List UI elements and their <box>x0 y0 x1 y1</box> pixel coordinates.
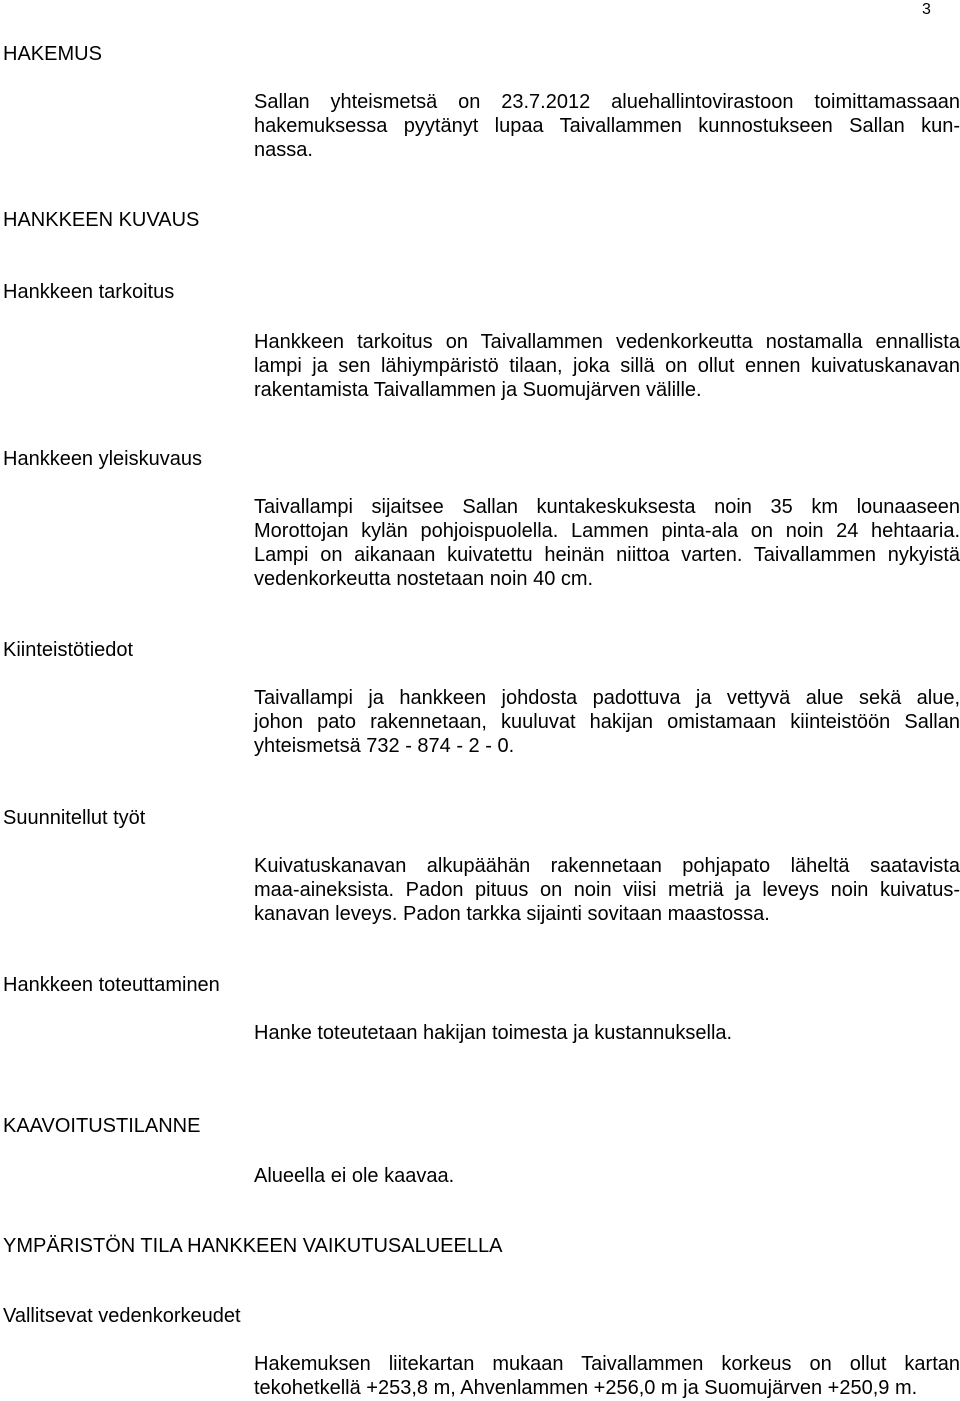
paragraph-hakemus <box>254 90 960 162</box>
paragraph-hankkeen-yleiskuvaus <box>254 495 960 591</box>
paragraph-line: Hanke toteutetaan hakijan toimesta ja kustannuksella. <box>254 1022 733 1044</box>
paragraph-line: Alueella ei ole kaavaa. <box>254 1165 455 1187</box>
paragraph-line: Sallan yhteismetsä on 23.7.2012 aluehallintovirastoon toimittamassaan <box>254 91 960 113</box>
subheading-hankkeen-yleiskuvaus: Hankkeen yleiskuvaus <box>3 448 202 470</box>
subheading-hankkeen-tarkoitus: Hankkeen tarkoitus <box>3 281 175 303</box>
page-number: 3 <box>922 1 931 18</box>
section-heading-ympariston-tila: YMPÄRISTÖN TILA HANKKEEN VAIKUTUSALUEELLA <box>3 1235 503 1257</box>
paragraph-line: Hankkeen tarkoitus on Taivallammen vedenkorkeutta nostamalla ennallista <box>254 331 960 353</box>
paragraph-line: Hakemuksen liitekartan mukaan Taivallammen korkeus on ollut kartan <box>254 1353 960 1375</box>
paragraph-line: johon pato rakennetaan, kuuluvat hakijan omistamaan kiinteistöön Sallan <box>254 711 960 733</box>
subheading-hankkeen-toteuttaminen: Hankkeen toteuttaminen <box>3 974 220 996</box>
subheading-kiinteistotiedot: Kiinteistötiedot <box>3 639 134 661</box>
section-heading-kaavoitustilanne: KAAVOITUSTILANNE <box>3 1115 201 1137</box>
paragraph-line: nassa. <box>254 139 313 161</box>
paragraph-line: vedenkorkeutta nostetaan noin 40 cm. <box>254 568 594 590</box>
section-heading-hakemus: HAKEMUS <box>3 43 102 65</box>
paragraph-hankkeen-tarkoitus <box>254 330 960 402</box>
section-heading-hankkeen-kuvaus: HANKKEEN KUVAUS <box>3 209 200 231</box>
paragraph-kiinteistotiedot <box>254 686 960 758</box>
paragraph-line: Taivallampi sijaitsee Sallan kuntakeskuksesta noin 35 km lounaaseen <box>254 496 960 518</box>
subheading-suunnitellut-tyot: Suunnitellut työt <box>3 807 146 829</box>
paragraph-line: rakentamista Taivallammen ja Suomujärven välille. <box>254 379 702 401</box>
paragraph-line: kanavan leveys. Padon tarkka sijainti sovitaan maastossa. <box>254 903 770 925</box>
paragraph-hankkeen-toteuttaminen <box>254 1021 960 1045</box>
paragraph-line: maa-aineksista. Padon pituus on noin viisi metriä ja leveys noin kuivatus- <box>254 879 960 901</box>
paragraph-line: yhteismetsä 732 - 874 - 2 - 0. <box>254 735 515 757</box>
paragraph-line: Morottojan kylän pohjoispuolella. Lammen pinta-ala on noin 24 hehtaaria. <box>254 520 960 542</box>
paragraph-kaavoitustilanne <box>254 1164 960 1188</box>
paragraph-line: lampi ja sen lähiympäristö tilaan, joka sillä on ollut ennen kuivatuskanavan <box>254 355 960 377</box>
paragraph-line: Kuivatuskanavan alkupäähän rakennetaan pohjapato läheltä saatavista <box>254 855 960 877</box>
paragraph-line: Taivallampi ja hankkeen johdosta padottuva ja vettyvä alue sekä alue, <box>254 687 960 709</box>
paragraph-vallitsevat-vedenkorkeudet <box>254 1352 960 1400</box>
paragraph-line: tekohetkellä +253,8 m, Ahvenlammen +256,0 m ja Suomujärven +250,9 m. <box>254 1377 918 1399</box>
subheading-vallitsevat-vedenkorkeudet: Vallitsevat vedenkorkeudet <box>3 1305 241 1327</box>
paragraph-line: Lampi on aikanaan kuivatettu heinän niittoa varten. Taivallammen nykyistä <box>254 544 960 566</box>
paragraph-suunnitellut-tyot <box>254 854 960 926</box>
paragraph-line: hakemuksessa pyytänyt lupaa Taivallammen kunnostukseen Sallan kun- <box>254 115 960 137</box>
